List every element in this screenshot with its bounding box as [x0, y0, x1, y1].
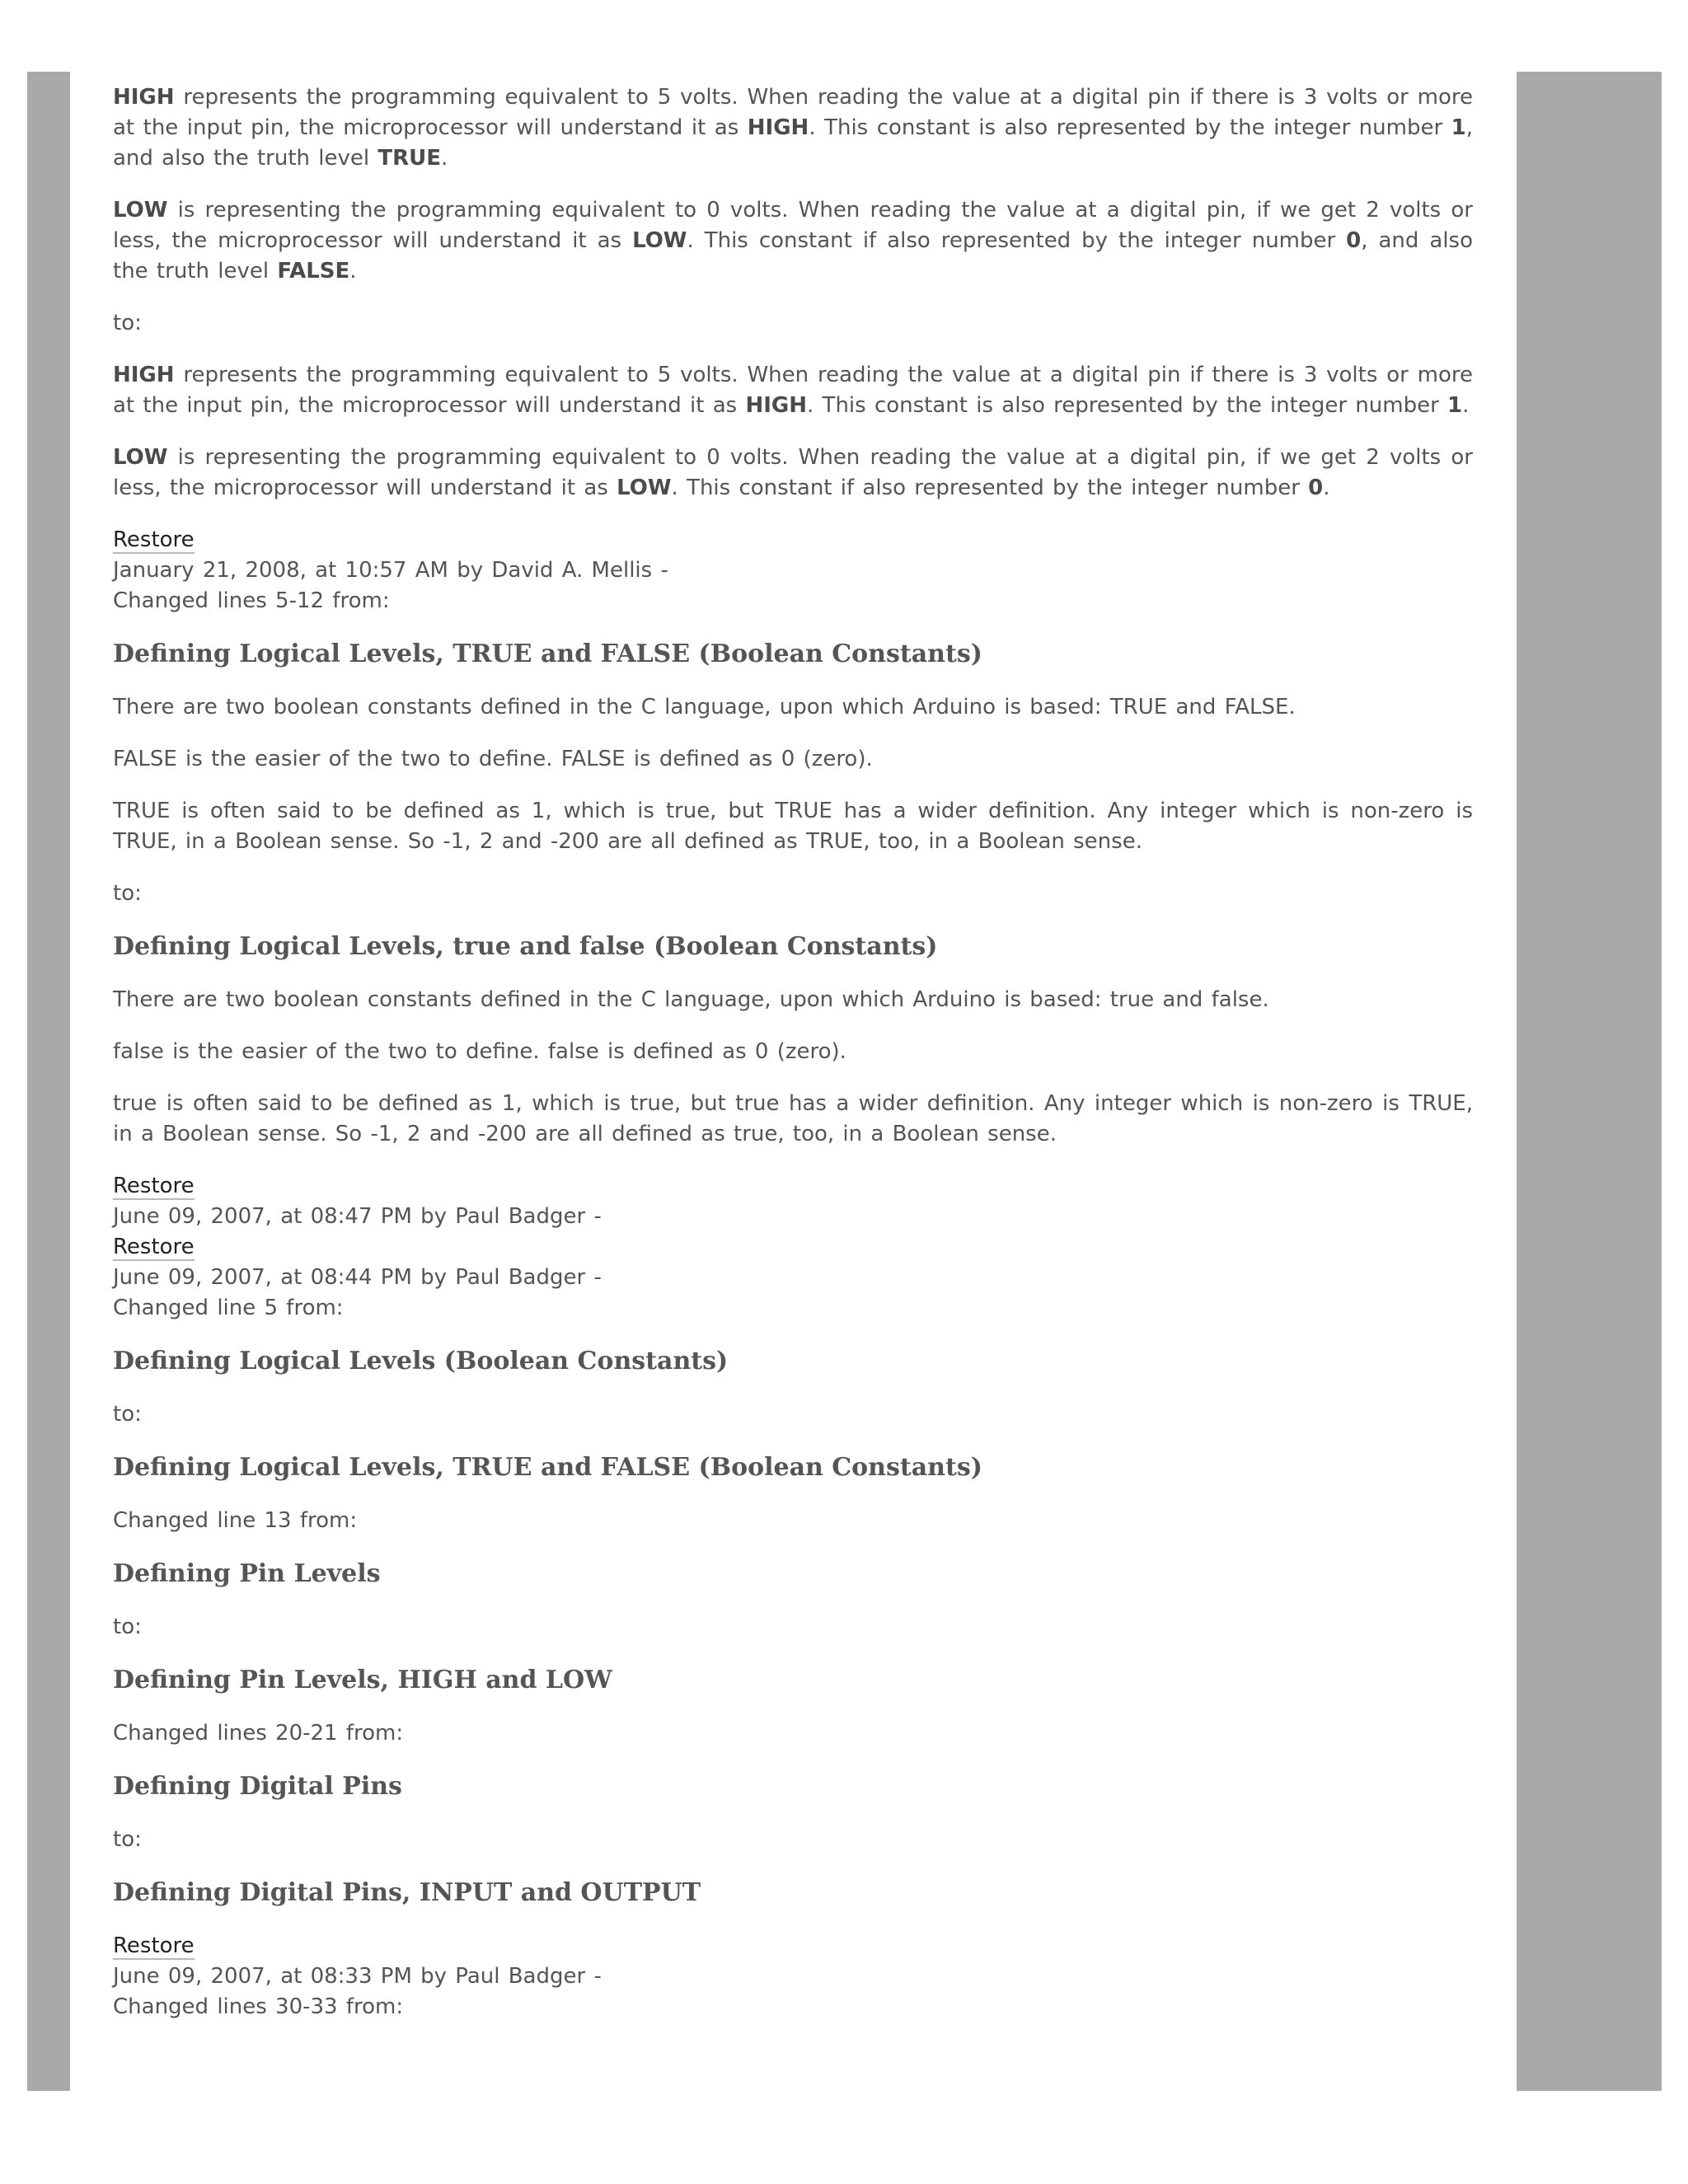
section-heading: Defining Digital Pins: [113, 1772, 402, 1801]
restore-link[interactable]: Restore: [113, 527, 195, 552]
bold-term: LOW: [632, 228, 687, 253]
bold-term: HIGH: [745, 393, 808, 418]
paragraph: true is often said to be defined as 1, which is true, but true has a wider definition. Any integer which is non-zero is TRUE, in a Boolean sense. So -1, 2 and -200 are all defined as true, too, in a Boolean sense.: [113, 1091, 1473, 1146]
revision-entry: [113, 1171, 1473, 1324]
paragraph: TRUE is often said to be defined as 1, which is true, but TRUE has a wider definition. Any integer which is non-zero is TRUE, in a Boolean sense. So -1, 2 and -200 are all defined as TRUE, too, in a Boolean sense.: [113, 799, 1473, 854]
bold-term: HIGH: [113, 363, 175, 387]
bold-term: 1: [1447, 393, 1463, 418]
bold-term: HIGH: [747, 115, 809, 140]
revision-info: Changed lines 30-33 from:: [113, 1994, 404, 2019]
paragraph: HIGH represents the programming equivalent to 5 volts. When reading the value at a digital pin if there is 3 volts or more at the input pin, the microprocessor will understand it as HIGH. This constant is also represented by the integer number 1, and also the truth level TRUE.: [113, 85, 1473, 171]
restore-row: [113, 1931, 1473, 1961]
paragraph: There are two boolean constants defined in the C language, upon which Arduino is based: TRUE and FALSE.: [113, 695, 1296, 719]
section-heading: Defining Logical Levels (Boolean Constants): [113, 1347, 729, 1376]
paragraph: LOW is representing the programming equivalent to 0 volts. When reading the value at a digital pin, if we get 2 volts or less, the microprocessor will understand it as LOW. This constant if also represented by the integer number 0, and also the truth level FALSE.: [113, 198, 1473, 284]
bold-term: TRUE: [377, 146, 442, 171]
paragraph: LOW is representing the programming equivalent to 0 volts. When reading the value at a digital pin, if we get 2 volts or less, the microprocessor will understand it as LOW. This constant if also represented by the integer number 0.: [113, 445, 1473, 500]
revision-info: June 09, 2007, at 08:33 PM by Paul Badger -: [113, 1964, 602, 1989]
page-history-content: [113, 82, 1473, 2044]
section-heading: Defining Logical Levels, TRUE and FALSE (Boolean Constants): [113, 640, 982, 668]
paragraph: HIGH represents the programming equivalent to 5 volts. When reading the value at a digital pin if there is 3 volts or more at the input pin, the microprocessor will understand it as HIGH. This constant is also represented by the integer number 1.: [113, 363, 1473, 418]
restore-row: [113, 1171, 1473, 1202]
paragraph: Changed lines 20-21 from:: [113, 1721, 404, 1746]
paragraph: to:: [113, 1402, 142, 1427]
bold-term: 0: [1346, 228, 1362, 253]
revision-info: June 09, 2007, at 08:47 PM by Paul Badger -: [113, 1204, 602, 1229]
revision-entry: [113, 1931, 1473, 2022]
paragraph: There are two boolean constants defined in the C language, upon which Arduino is based: true and false.: [113, 987, 1269, 1012]
revision-info: Changed lines 5-12 from:: [113, 588, 390, 613]
right-margin-bar: [1517, 72, 1662, 2091]
section-heading: Defining Digital Pins, INPUT and OUTPUT: [113, 1878, 701, 1907]
bold-term: LOW: [617, 476, 672, 500]
revision-entry: [113, 525, 1473, 616]
paragraph: false is the easier of the two to define. false is defined as 0 (zero).: [113, 1039, 846, 1064]
restore-row: [113, 525, 1473, 555]
revision-info: June 09, 2007, at 08:44 PM by Paul Badger -: [113, 1265, 602, 1290]
bold-term: 0: [1308, 476, 1324, 500]
bold-term: LOW: [113, 198, 168, 223]
restore-link[interactable]: Restore: [113, 1235, 195, 1259]
paragraph: to:: [113, 1615, 142, 1639]
bold-term: FALSE: [277, 259, 350, 284]
paragraph: to:: [113, 311, 142, 335]
paragraph: Changed line 13 from:: [113, 1508, 358, 1533]
revision-info: January 21, 2008, at 10:57 AM by David A. Mellis -: [113, 558, 668, 583]
section-heading: Defining Logical Levels, true and false (Boolean Constants): [113, 932, 938, 961]
section-heading: Defining Logical Levels, TRUE and FALSE (Boolean Constants): [113, 1453, 982, 1482]
bold-term: LOW: [113, 445, 168, 470]
section-heading: Defining Pin Levels, HIGH and LOW: [113, 1666, 612, 1694]
paragraph: to:: [113, 881, 142, 906]
paragraph: to:: [113, 1827, 142, 1852]
bold-term: HIGH: [113, 85, 175, 110]
bold-term: 1: [1451, 115, 1466, 140]
section-heading: Defining Pin Levels: [113, 1559, 381, 1588]
revision-info: Changed line 5 from:: [113, 1296, 344, 1320]
restore-link[interactable]: Restore: [113, 1933, 195, 1958]
left-margin-bar: [27, 72, 70, 2091]
restore-link[interactable]: Restore: [113, 1174, 195, 1198]
restore-row: [113, 1232, 1473, 1263]
paragraph: FALSE is the easier of the two to define. FALSE is defined as 0 (zero).: [113, 747, 873, 771]
